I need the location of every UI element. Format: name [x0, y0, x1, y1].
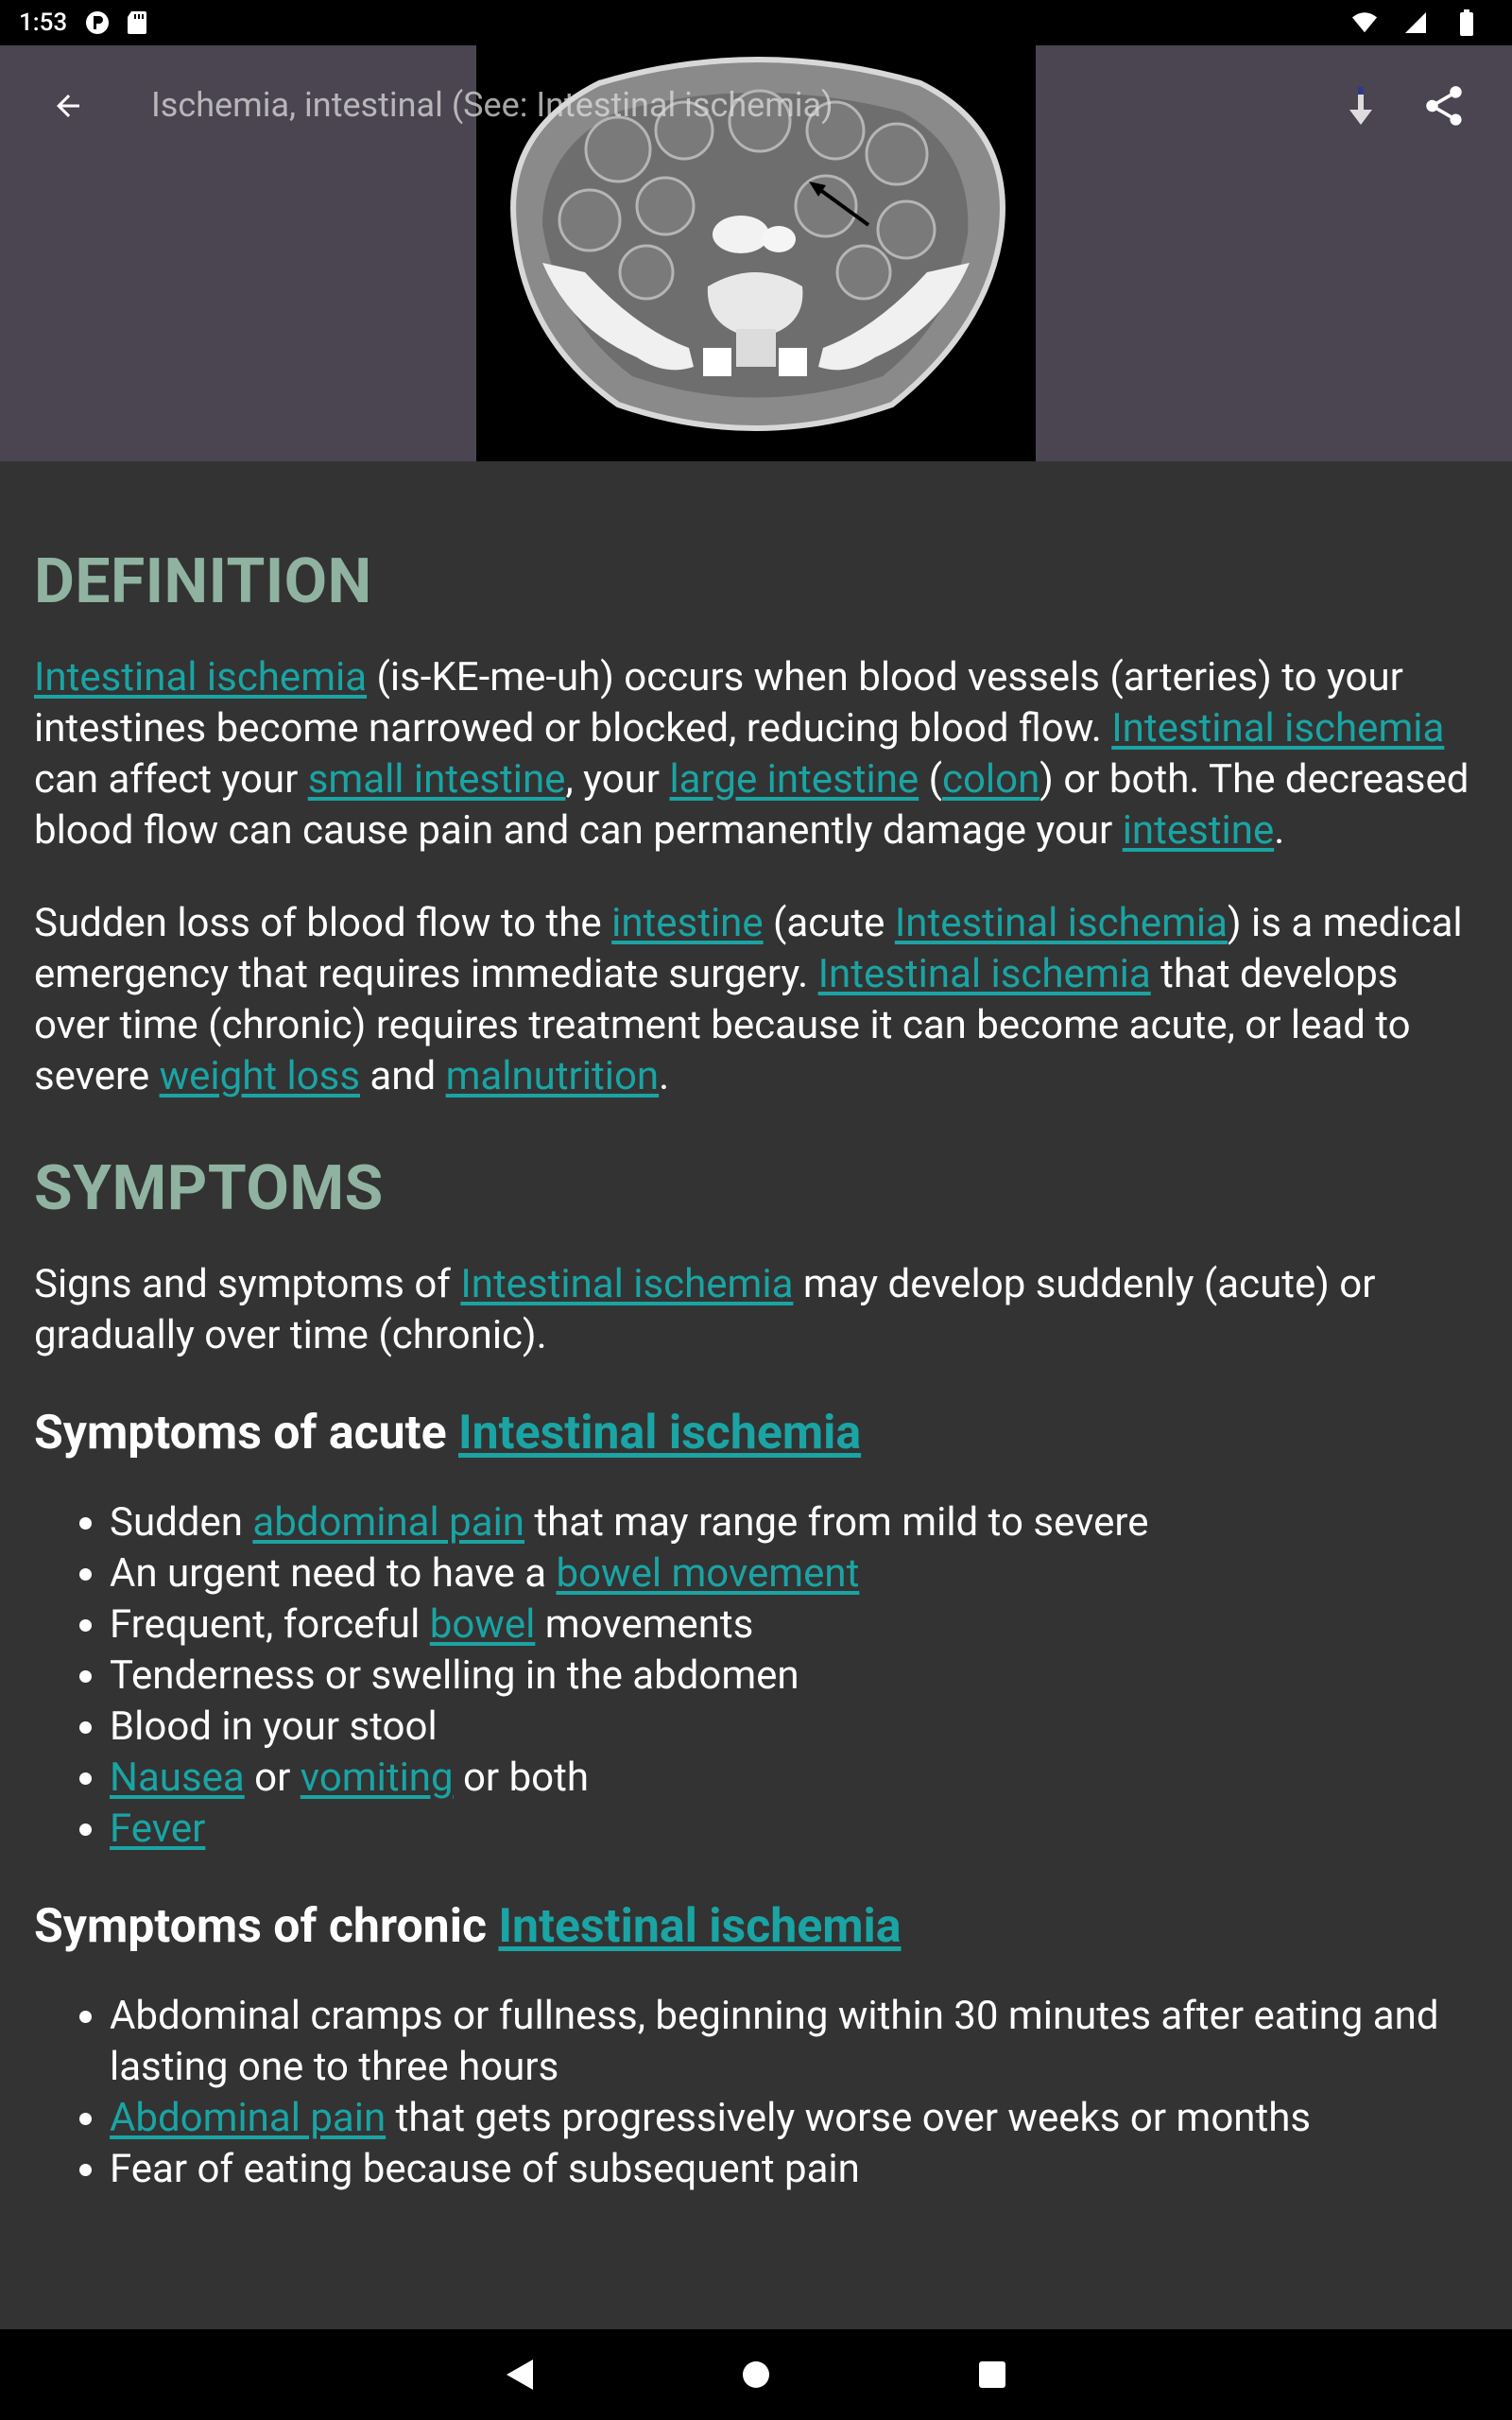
link-bowel[interactable]: bowel: [429, 1601, 536, 1648]
nav-recents-button[interactable]: [964, 2346, 1021, 2403]
page-title: Ischemia, intestinal (See: Intestinal ischemia): [151, 85, 833, 125]
link-intestinal-ischemia[interactable]: Intestinal ischemia: [817, 951, 1151, 997]
list-item: • Sudden abdominal pain that may range from mild to severe: [110, 1497, 1480, 1548]
app-bar: [0, 45, 1512, 166]
signal-icon: [1402, 9, 1429, 36]
acute-symptoms-list: [34, 1497, 1480, 1855]
navigation-bar: [0, 2329, 1512, 2420]
nav-home-button[interactable]: [728, 2346, 784, 2403]
app-notification-icon: [84, 9, 111, 36]
list-item: • An urgent need to have a bowel movement: [110, 1548, 1480, 1599]
square-recents-icon: [978, 2360, 1006, 2389]
definition-paragraph-1: Intestinal ischemia (is-KE-me-uh) occurs when blood vessels (arteries) to your intestines become narrowed or blocked, reducing blood flow. Intestinal ischemia can affect your small intestine, your large intestine (colon) or both. The decreased blood flow can cause pain and can permanently damage your intestine.: [34, 654, 1469, 854]
back-arrow-icon: [51, 89, 85, 123]
list-item: • Abdominal cramps or fullness, beginning within 30 minutes after eating and lasting one to three hours: [110, 1991, 1480, 2093]
list-item: • Abdominal pain that gets progressively worse over weeks or months: [110, 2093, 1480, 2144]
link-nausea[interactable]: Nausea: [110, 1754, 245, 1801]
symptoms-heading: SYMPTOMS: [34, 1152, 384, 1225]
status-time: 1:53: [19, 9, 68, 37]
list-item: • Fear of eating because of subsequent pain: [110, 2144, 1480, 2195]
definition-heading: DEFINITION: [34, 545, 372, 618]
battery-icon: [1453, 9, 1480, 36]
link-bowel-movement[interactable]: bowel movement: [556, 1550, 860, 1597]
chronic-symptoms-list: [34, 1991, 1480, 2195]
link-weight-loss[interactable]: weight loss: [159, 1053, 361, 1099]
link-abdominal-pain[interactable]: abdominal pain: [252, 1499, 524, 1546]
circle-home-icon: [741, 2360, 771, 2390]
list-item: • Blood in your stool: [110, 1702, 1480, 1753]
share-icon: [1420, 82, 1468, 130]
link-small-intestine[interactable]: small intestine: [307, 756, 566, 803]
link-intestinal-ischemia[interactable]: Intestinal ischemia: [34, 654, 368, 700]
list-item: • Tenderness or swelling in the abdomen: [110, 1651, 1480, 1702]
triangle-back-icon: [505, 2358, 535, 2392]
link-large-intestine[interactable]: large intestine: [669, 756, 919, 803]
link-intestinal-ischemia[interactable]: Intestinal ischemia: [894, 900, 1228, 946]
list-item: [110, 1804, 1480, 1855]
list-item: • Nausea or vomiting or both: [110, 1753, 1480, 1804]
wifi-icon: [1351, 9, 1378, 36]
chronic-symptoms-heading: Symptoms of chronic Intestinal ischemia: [34, 1899, 902, 1954]
list-item: • Frequent, forceful bowel movements: [110, 1599, 1480, 1651]
download-button[interactable]: [1327, 72, 1395, 140]
link-fever[interactable]: Fever: [110, 1806, 206, 1852]
link-abdominal-pain[interactable]: Abdominal pain: [110, 2095, 387, 2141]
acute-symptoms-heading: Symptoms of acute Intestinal ischemia: [34, 1406, 862, 1461]
link-intestinal-ischemia[interactable]: Intestinal ischemia: [1111, 705, 1445, 752]
status-bar: [0, 0, 1512, 45]
link-intestinal-ischemia[interactable]: Intestinal ischemia: [498, 1899, 902, 1954]
link-colon[interactable]: colon: [941, 756, 1040, 803]
link-intestinal-ischemia[interactable]: Intestinal ischemia: [460, 1261, 794, 1307]
link-intestinal-ischemia[interactable]: Intestinal ischemia: [458, 1406, 862, 1461]
share-button[interactable]: [1410, 72, 1478, 140]
symptoms-intro: Signs and symptoms of Intestinal ischemia may develop suddenly (acute) or gradually over time (chronic).: [34, 1261, 1376, 1358]
download-icon: [1348, 87, 1374, 125]
definition-paragraph-2: Sudden loss of blood flow to the intestine (acute Intestinal ischemia) is a medical emergency that requires immediate surgery. Intestinal ischemia that develops over time (chronic) requires treatment because it can become acute, or lead to severe weight loss and malnutrition.: [34, 900, 1463, 1099]
link-intestine[interactable]: intestine: [611, 900, 764, 946]
back-button[interactable]: [34, 72, 102, 140]
article-content: [34, 461, 1480, 2195]
link-intestine[interactable]: intestine: [1122, 807, 1275, 854]
link-vomiting[interactable]: vomiting: [300, 1754, 454, 1801]
header-image-area: [0, 45, 1512, 461]
link-malnutrition[interactable]: malnutrition: [445, 1053, 660, 1099]
nav-back-button[interactable]: [491, 2346, 548, 2403]
sd-card-icon: [124, 9, 150, 36]
